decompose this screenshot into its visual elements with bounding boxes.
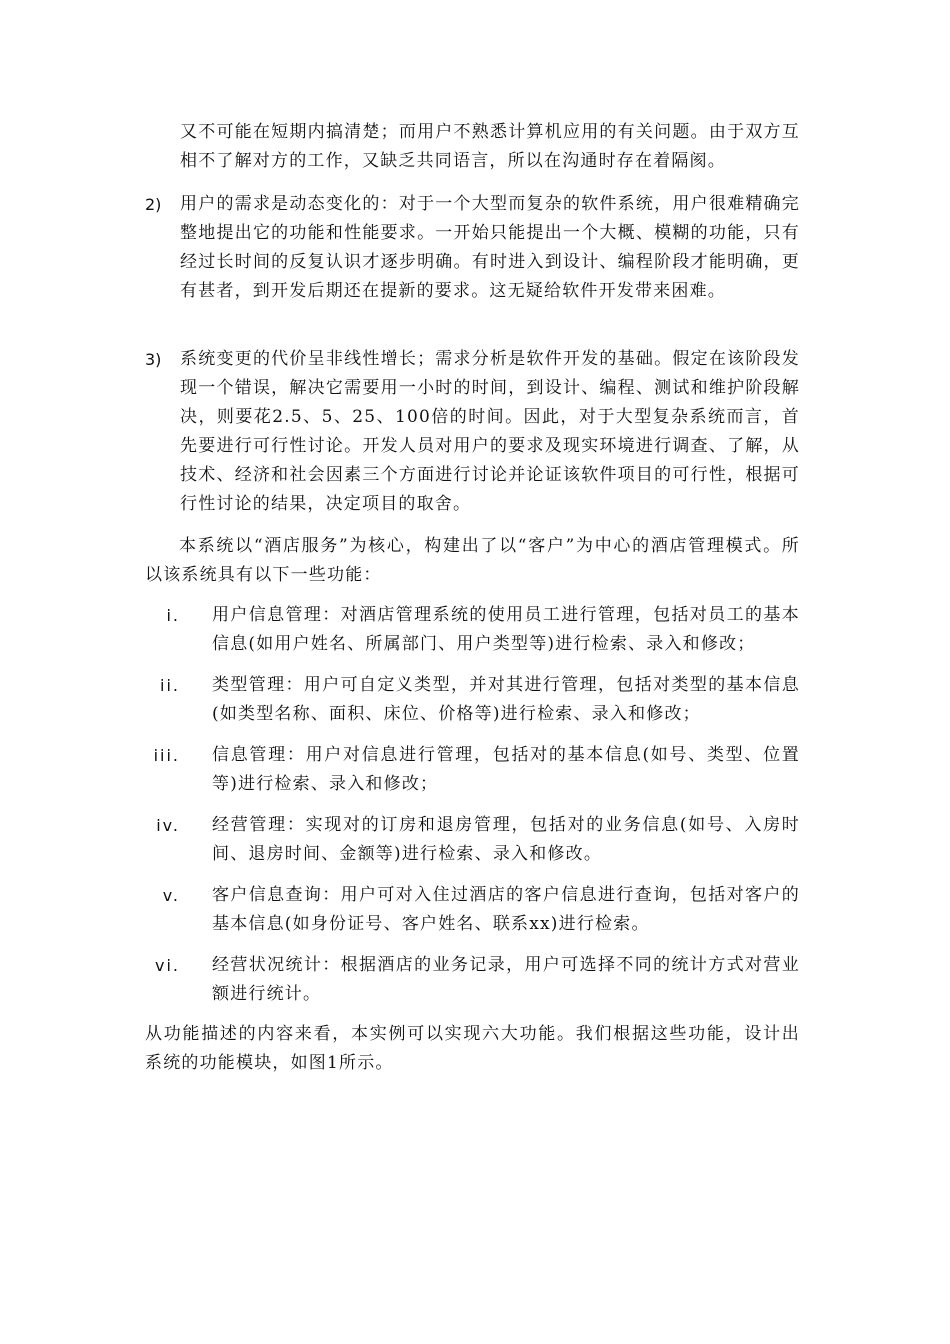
feature-item-1	[140, 601, 800, 659]
item-marker: i.	[166, 606, 180, 625]
feature-item-6	[140, 951, 800, 1009]
item-marker: vi.	[155, 956, 180, 975]
feature-item-4	[140, 811, 800, 869]
numbered-item-3	[145, 345, 800, 519]
continuation-paragraph: 又不可能在短期内搞清楚；而用户不熟悉计算机应用的有关问题。由于双方互相不了解对方的工作，又缺乏共同语言，所以在沟通时存在着隔阂。	[180, 122, 800, 171]
item-text: 客户信息查询：用户可对入住过酒店的客户信息进行查询，包括对客户的基本信息(如身份证号、客户姓名、联系xx)进行检索。	[212, 885, 800, 934]
item-text: 用户的需求是动态变化的：对于一个大型而复杂的软件系统，用户很难精确完整地提出它的功能和性能要求。一开始只能提出一个大概、模糊的功能，只有经过长时间的反复认识才逐步明确。有时进入到设计、编程阶段才能明确，更有甚者，到开发后期还在提新的要求。这无疑给软件开发带来困难。	[180, 194, 800, 301]
intro-paragraph: 本系统以“酒店服务”为核心，构建出了以“客户”为中心的酒店管理模式。所以该系统具有以下一些功能：	[145, 536, 800, 585]
item-marker: iii.	[153, 746, 180, 765]
item-text: 信息管理：用户对信息进行管理，包括对的基本信息(如号、类型、位置等)进行检索、录入和修改；	[212, 745, 800, 794]
item-marker: v.	[162, 886, 180, 905]
feature-item-3	[140, 741, 800, 799]
item-text: 经营状况统计：根据酒店的业务记录，用户可选择不同的统计方式对营业额进行统计。	[212, 955, 800, 1004]
item-text: 系统变更的代价呈非线性增长；需求分析是软件开发的基础。假定在该阶段发现一个错误，解决它需要用一小时的时间，到设计、编程、测试和维护阶段解决，则要花2.5、5、25、100倍的时间。因此，对于大型复杂系统而言，首先要进行可行性讨论。开发人员对用户的要求及现实环境进行调查、了解，从技术、经济和社会因素三个方面进行讨论并论证该软件项目的可行性，根据可行性讨论的结果，决定项目的取舍。	[180, 349, 800, 514]
item-marker: 2)	[145, 195, 162, 214]
item-marker: ii.	[160, 676, 180, 695]
closing-paragraph: 从功能描述的内容来看，本实例可以实现六大功能。我们根据这些功能，设计出系统的功能模块，如图1所示。	[145, 1024, 800, 1073]
item-text: 类型管理：用户可自定义类型，并对其进行管理，包括对类型的基本信息(如类型名称、面积、床位、价格等)进行检索、录入和修改；	[212, 675, 800, 724]
feature-item-2	[140, 671, 800, 729]
feature-item-5	[140, 881, 800, 939]
item-text: 经营管理：实现对的订房和退房管理，包括对的业务信息(如号、入房时间、退房时间、金额等)进行检索、录入和修改。	[212, 815, 800, 864]
item-marker: iv.	[156, 816, 180, 835]
item-marker: 3)	[145, 350, 162, 369]
numbered-item-2	[145, 190, 800, 306]
item-text: 用户信息管理：对酒店管理系统的使用员工进行管理，包括对员工的基本信息(如用户姓名、所属部门、用户类型等)进行检索、录入和修改；	[212, 605, 800, 654]
